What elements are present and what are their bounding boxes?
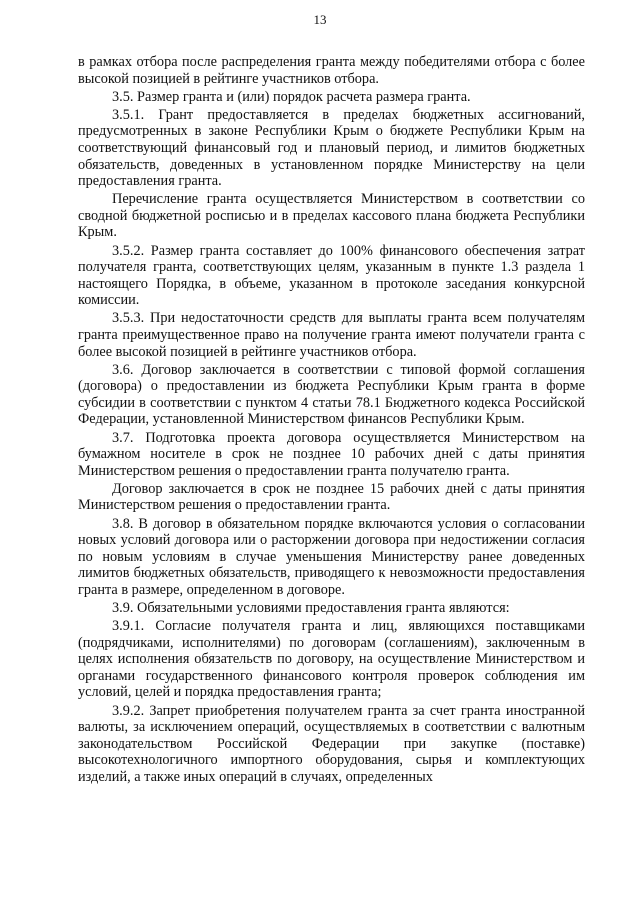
paragraph-3-5-2: 3.5.2. Размер гранта составляет до 100% финансового обеспечения затрат получателя гранта, соответствующих целям, указанным в пункте 1.3 раздела 1 настоящего Порядка, в объеме, указанном в протоколе заседания конкурсной комиссии.	[78, 242, 585, 309]
paragraph-3-6: 3.6. Договор заключается в соответствии с типовой формой соглашения (договора) о предоставлении из бюджета Республики Крым гранта в форме субсидии в соответствии с пунктом 4 статьи 78.1 Бюджетного кодекса Российской Федерации, установленной Министерством финансов Республики Крым.	[78, 361, 585, 428]
paragraph-contract-term: Договор заключается в срок не позднее 15 рабочих дней с даты принятия Министерством решения о предоставлении гранта.	[78, 480, 585, 514]
paragraph-continuation: в рамках отбора после распределения гранта между победителями отбора с более высокой позицией в рейтинге участников отбора.	[78, 54, 585, 87]
paragraph-3-5-3: 3.5.3. При недостаточности средств для выплаты гранта всем получателям гранта преимущественное право на получение гранта имеют получатели гранта с более высокой позицией в рейтинге участников отбора.	[78, 310, 585, 360]
paragraph-3-8: 3.8. В договор в обязательном порядке включаются условия о согласовании новых условий договора или о расторжении договора при недостижении согласия по новым условиям в случае уменьшения Министерству ранее доведенных лимитов бюджетных обязательств, приводящего к невозможности предоставления гранта в размере, определенном в договоре.	[78, 515, 585, 598]
paragraph-3-9: 3.9. Обязательными условиями предоставления гранта являются:	[112, 600, 510, 616]
paragraph-3-5-1: 3.5.1. Грант предоставляется в пределах бюджетных ассигнований, предусмотренных в законе Республики Крым о бюджете Республики Крым на соответствующий финансовый год и плановый период, и лимитов бюджетных обязательств, доведенных в установленном порядке Министерству на цели предоставления гранта.	[78, 106, 585, 190]
paragraph-3-7: 3.7. Подготовка проекта договора осуществляется Министерством на бумажном носителе в срок не позднее 10 рабочих дней с даты принятия Министерством решения о предоставлении гранта получателю гранта.	[78, 429, 585, 479]
paragraph-3-9-2: 3.9.2. Запрет приобретения получателем гранта за счет гранта иностранной валюты, за исключением операций, осуществляемых в соответствии с валютным законодательством Российской Федерации при закупке (поставке) высокотехнологичного импортного оборудования, сырья и комплектующих изделий, а также иных операций в случаях, определенных	[78, 702, 585, 785]
paragraph-transfer: Перечисление гранта осуществляется Министерством в соответствии со сводной бюджетной росписью и в пределах кассового плана бюджета Республики Крым.	[78, 191, 585, 241]
document-body	[78, 54, 585, 787]
paragraph-3-5: 3.5. Размер гранта и (или) порядок расчета размера гранта.	[112, 88, 471, 105]
paragraph-3-9-1: 3.9.1. Согласие получателя гранта и лиц, являющихся поставщиками (подрядчиками, исполнителями) по договорам (соглашениям), заключенным в целях исполнения обязательств по договору, на осуществление Министерством и органами государственного финансового контроля проверок соблюдения им условий, целей и порядка предоставления гранта;	[78, 618, 585, 701]
page-number: 13	[313, 12, 327, 27]
